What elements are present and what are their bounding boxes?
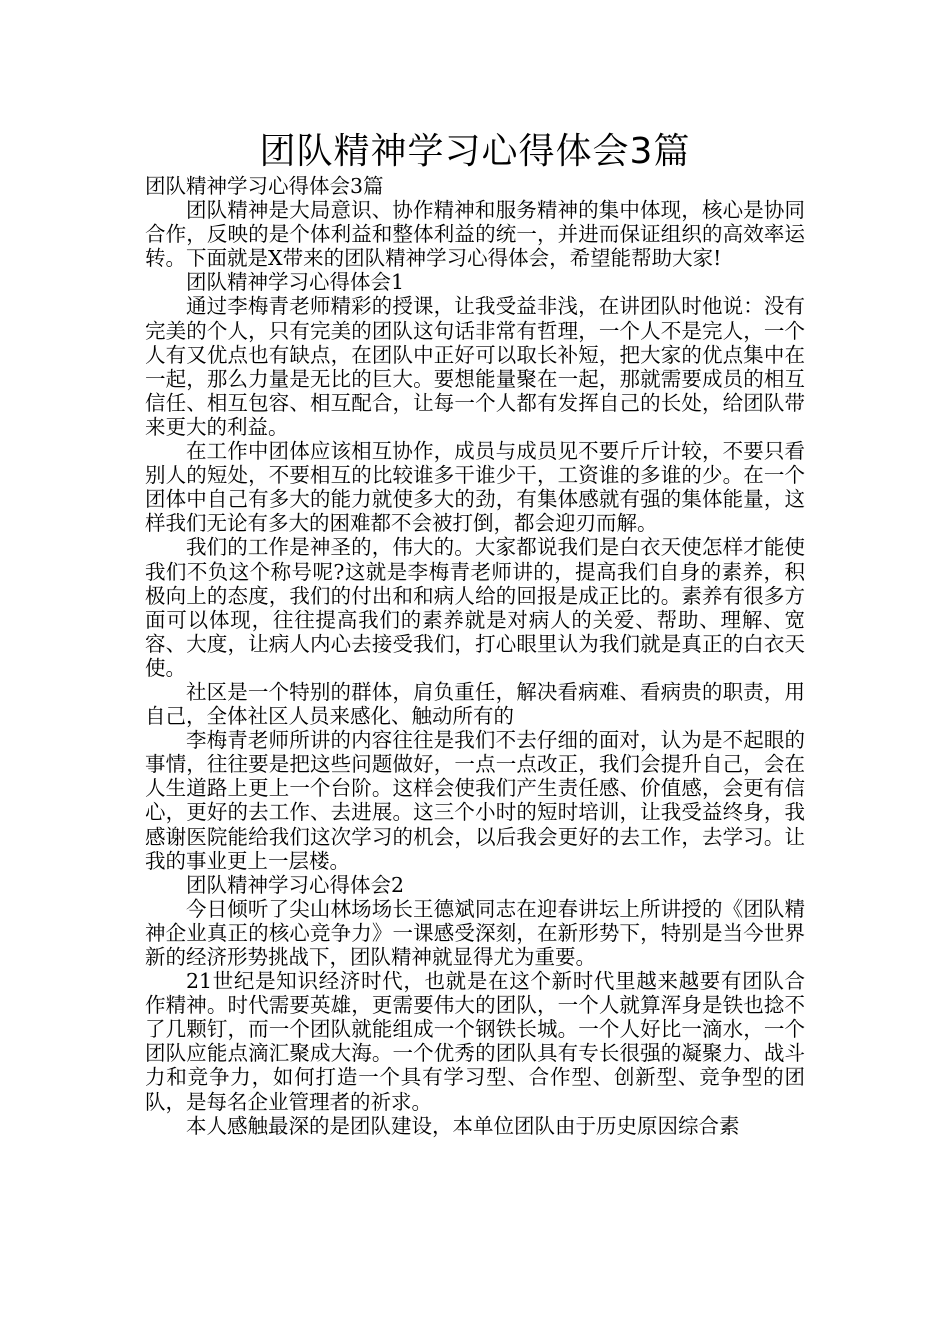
document-page	[145, 128, 805, 1138]
paragraph: 李梅青老师所讲的内容往往是我们不去仔细的面对，认为是不起眼的事情，往往要是把这些问题做好，一点一点改正，我们会提升自己，会在人生道路上更上一个台阶。这样会使我们产生责任感、价值感，会更有信心，更好的去工作、去进展。这三个小时的短时培训，让我受益终身，我感谢医院能给我们这次学习的机会，以后我会更好的去工作，去学习。让我的事业更上一层楼。	[145, 728, 805, 873]
document-body	[145, 174, 805, 1138]
paragraph: 通过李梅青老师精彩的授课，让我受益非浅，在讲团队时他说：没有完美的个人，只有完美的团队这句话非常有哲理，一个人不是完人，一个人有又优点也有缺点，在团队中正好可以取长补短，把大家的优点集中在一起，那么力量是无比的巨大。要想能量聚在一起，那就需要成员的相互信任、相互包容、相互配合，让每一个人都有发挥自己的长处，给团队带来更大的利益。	[145, 294, 805, 439]
paragraph: 团队精神学习心得体会2	[186, 872, 405, 897]
paragraph: 在工作中团体应该相互协作，成员与成员见不要斤斤计较，不要只看别人的短处，不要相互的比较谁多干谁少干，工资谁的多谁的少。在一个团体中自己有多大的能力就使多大的劲，有集体感就有强的集体能量，这样我们无论有多大的困难都不会被打倒，都会迎刃而解。	[145, 439, 805, 536]
document-subtitle: 团队精神学习心得体会3篇	[145, 174, 384, 198]
document-title: 团队精神学习心得体会3篇	[259, 131, 691, 172]
paragraph: 我们的工作是神圣的，伟大的。大家都说我们是白衣天使怎样才能使我们不负这个称号呢?这就是李梅青老师讲的，提高我们自身的素养，积极向上的态度，我们的付出和和病人给的回报是成正比的。素养有很多方面可以体现，往往提高我们的素养就是对病人的关爱、帮助、理解、宽容、大度，让病人内心去接受我们，打心眼里认为我们就是真正的白衣天使。	[145, 535, 805, 680]
paragraph: 团队精神是大局意识、协作精神和服务精神的集中体现，核心是协同合作，反映的是个体利益和整体利益的统一，并进而保证组织的高效率运转。下面就是X带来的团队精神学习心得体会，希望能帮助大家!	[145, 198, 805, 271]
paragraph: 团队精神学习心得体会1	[186, 270, 405, 295]
paragraph: 21世纪是知识经济时代，也就是在这个新时代里越来越要有团队合作精神。时代需要英雄，更需要伟大的团队，一个人就算浑身是铁也捻不了几颗钉，而一个团队就能组成一个钢铁长城。一个人好比一滴水，一个团队应能点滴汇聚成大海。一个优秀的团队具有专长很强的凝聚力、战斗力和竞争力，如何打造一个具有学习型、合作型、创新型、竞争型的团队，是每名企业管理者的祈求。	[145, 969, 805, 1114]
paragraph: 本人感触最深的是团队建设，本单位团队由于历史原因综合素	[186, 1113, 740, 1138]
paragraph: 社区是一个特别的群体，肩负重任，解决看病难、看病贵的职责，用自己，全体社区人员来感化、触动所有的	[145, 679, 805, 729]
paragraph: 今日倾听了尖山林场场长王德斌同志在迎春讲坛上所讲授的《团队精神企业真正的核心竞争力》一课感受深刻，在新形势下，特别是当今世界新的经济形势挑战下，团队精神就显得尤为重要。	[145, 896, 805, 969]
